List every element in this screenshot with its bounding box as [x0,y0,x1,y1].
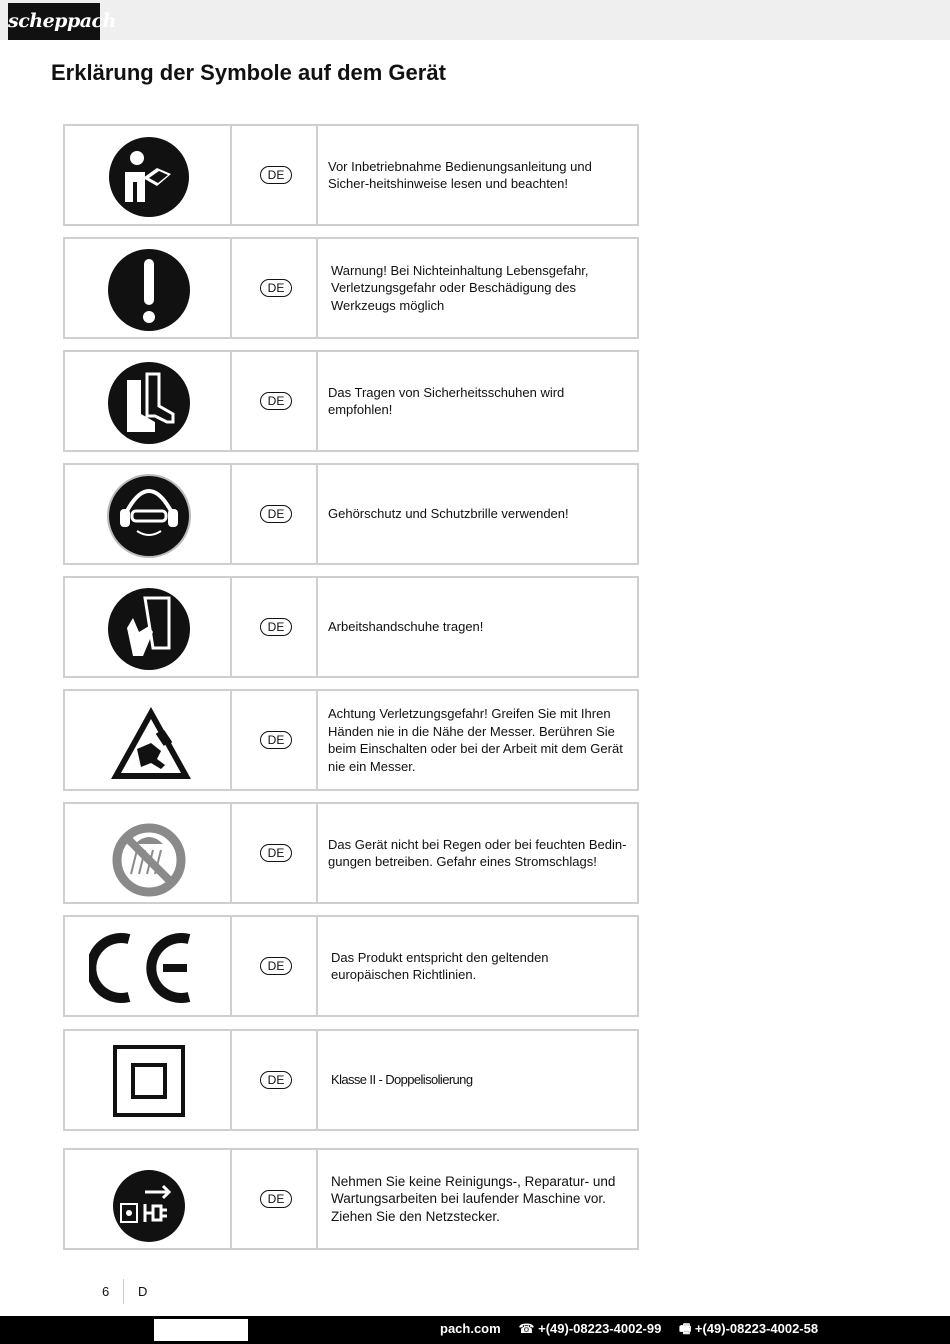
language-badge: DE [260,166,292,184]
symbol-description: Arbeitshandschuhe tragen! [328,619,484,635]
symbol-row [63,915,639,1017]
language-cell [232,578,318,676]
unplug-icon [107,1156,191,1246]
double-insulation-icon [107,1037,191,1127]
symbol-cell [65,352,232,450]
contact-info [440,1320,832,1342]
symbol-cell [65,578,232,676]
phone-number: ☎ +(49)-08223-4002-99 [518,1321,662,1336]
website-link[interactable]: pach.com [440,1321,501,1336]
symbol-description: Gehörschutz und Schutzbrille verwenden! [328,506,569,522]
hearing-eye-protection-icon [107,471,191,561]
symbol-row [63,802,639,904]
language-badge: DE [260,392,292,410]
language-cell [232,917,318,1015]
language-cell [232,804,318,902]
symbol-row [63,1148,639,1250]
language-cell [232,1031,318,1129]
language-badge: DE [260,1190,292,1208]
language-cell [232,465,318,563]
symbol-row [63,463,639,565]
top-bar [0,0,950,40]
bottom-bar-blank [154,1319,248,1341]
symbol-cell [65,804,232,902]
symbol-description: Warnung! Bei Nichteinhaltung Lebensgefahr, Verletzungsgefahr oder Beschädigung des Werkzeugs möglich [331,262,589,313]
fax-number: 🖷 +(49)-08223-4002-58 [678,1321,819,1336]
page-title: Erklärung der Symbole auf dem Gerät [51,60,446,85]
footer-divider [123,1279,124,1304]
symbol-cell [65,917,232,1015]
symbol-row [63,237,639,339]
symbol-description: Klasse II - Doppelisolierung [331,1072,473,1088]
symbol-row [63,124,639,226]
symbol-cell [65,239,232,337]
language-cell [232,352,318,450]
language-badge: DE [260,731,292,749]
symbol-cell [65,691,232,789]
symbol-description: Das Gerät nicht bei Regen oder bei feuchten Bedin-gungen betreiben. Gefahr eines Stromschlags! [328,836,627,869]
symbol-cell [65,1150,232,1248]
symbol-row [63,689,639,791]
language-cell [232,1150,318,1248]
symbol-cell [65,1031,232,1129]
language-badge: DE [260,844,292,862]
language-badge: DE [260,505,292,523]
read-manual-icon [107,132,191,222]
scheppach-logo: scheppach [8,3,100,40]
ce-mark-icon [89,923,199,1013]
symbol-description: Vor Inbetriebnahme Bedienungsanleitung und Sicher-heitshinweise lesen und beachten! [328,158,592,191]
no-rain-icon [107,810,191,900]
warning-exclamation-icon [107,245,191,335]
language-cell [232,126,318,224]
symbol-row [63,1029,639,1131]
symbol-description: Das Tragen von Sicherheitsschuhen wird empfohlen! [328,384,565,417]
page-number: 6 [102,1284,110,1299]
symbol-description: Achtung Verletzungsgefahr! Greifen Sie mit Ihren Händen nie in die Nähe der Messer. Berühren Sie beim Einschalten oder bei der Arbeit mit dem Gerät nie ein Messer. [328,706,623,774]
symbol-description: Das Produkt entspricht den geltenden europäischen Richtlinien. [331,949,549,982]
hand-injury-warning-icon [107,697,191,787]
language-cell [232,691,318,789]
bottom-contact-bar [0,1316,950,1344]
symbol-row [63,576,639,678]
language-badge: DE [260,1071,292,1089]
work-gloves-icon [107,584,191,674]
footer-language: D [138,1284,148,1299]
language-badge: DE [260,957,292,975]
language-badge: DE [260,618,292,636]
symbol-cell [65,126,232,224]
symbol-description: Nehmen Sie keine Reinigungs-, Reparatur- und Wartungsarbeiten bei laufender Maschine vor. Ziehen Sie den Netzstecker. [331,1173,616,1224]
safety-boots-icon [107,358,191,448]
symbol-row [63,350,639,452]
language-badge: DE [260,279,292,297]
language-cell [232,239,318,337]
symbol-cell [65,465,232,563]
